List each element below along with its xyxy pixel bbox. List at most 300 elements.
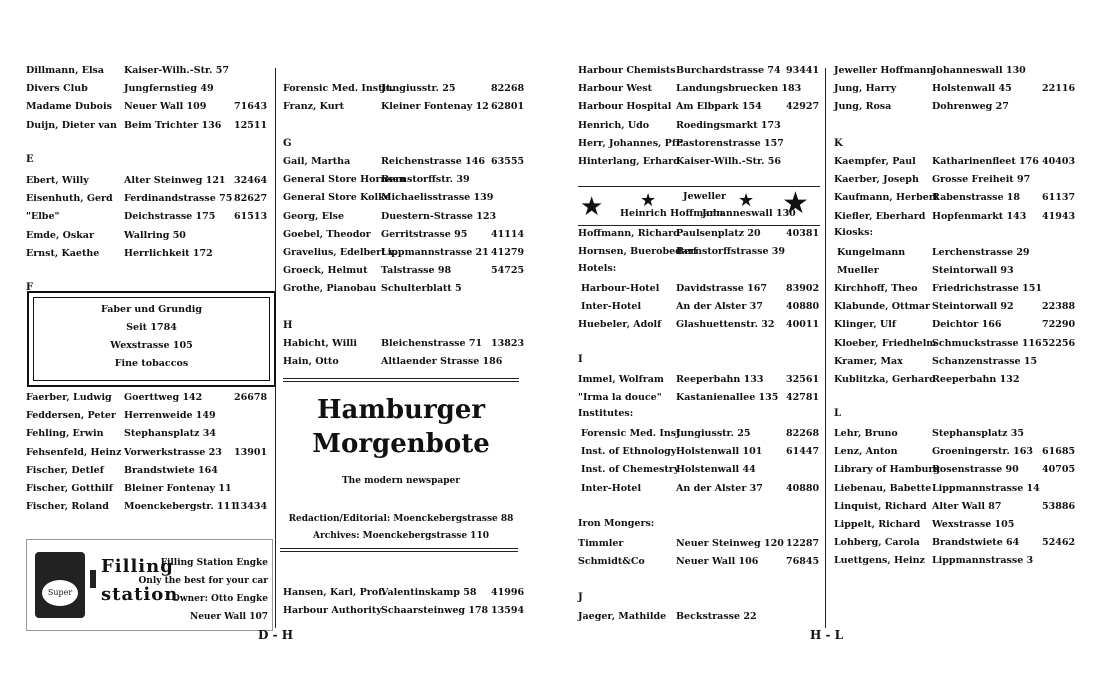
entry-address: Schaarsteinweg 178 (381, 605, 489, 617)
directory-entry (283, 82, 523, 96)
entry-name: Kaempfer, Paul (834, 156, 916, 167)
ad-headline: Filling (101, 556, 174, 577)
entry-phone: 12287 (786, 538, 820, 549)
ad-line: Wexstrasse 105 (110, 340, 193, 351)
directory-entry (834, 155, 1074, 169)
directory-entry (578, 100, 818, 114)
entry-name: Timmler (578, 538, 624, 549)
entry-phone: 93441 (786, 65, 820, 76)
entry-name: Mueller (837, 265, 879, 277)
entry-name: Kirchhoff, Theo (834, 283, 918, 294)
directory-entry (834, 318, 1074, 332)
directory-entry (283, 604, 523, 618)
directory-entry (834, 210, 1074, 224)
entry-phone: 82268 (491, 83, 525, 94)
entry-name: Liebenau, Babette (834, 482, 932, 494)
directory-entry (578, 64, 818, 78)
entry-name: Kungelmann (837, 247, 906, 258)
entry-name: Hornsen, Buerobedarf (578, 246, 698, 258)
directory-entry (26, 446, 266, 460)
directory-entry (834, 337, 1074, 351)
entry-name: Klinger, Ulf (834, 319, 896, 331)
directory-entry (578, 282, 818, 296)
entry-name: Klabunde, Ottmar (834, 301, 931, 313)
directory-entry (26, 464, 266, 478)
entry-phone: 53886 (1042, 500, 1076, 512)
letter-heading-i: I (578, 354, 583, 365)
entry-phone: 62801 (491, 101, 525, 113)
entry-address: Johanneswall 130 (932, 65, 1026, 76)
directory-entry (26, 500, 266, 514)
directory-entry (578, 82, 818, 96)
entry-address: Grosse Freiheit 97 (932, 174, 1031, 186)
entry-phone: 40880 (786, 301, 820, 313)
entry-address: Michaelisstrasse 139 (381, 192, 494, 204)
entry-address: Glashuettenstr. 32 (676, 319, 775, 330)
entry-address: Moenckebergstr. 111 (124, 501, 237, 513)
entry-name: Goebel, Theodor (283, 228, 371, 240)
ad-line: Only the best for your car (138, 576, 268, 586)
category-label: Institutes: (578, 408, 634, 419)
directory-entry (834, 264, 1074, 278)
ad-line: Seit 1784 (126, 322, 177, 333)
directory-entry (26, 119, 266, 133)
entry-name: Luettgens, Heinz (834, 555, 925, 567)
entry-name: Groeck, Helmut (283, 265, 368, 277)
ad-line: Jeweller (683, 191, 727, 202)
entry-name: Gail, Martha (283, 156, 351, 167)
entry-name: Madame Dubois (26, 101, 112, 113)
entry-name: Jeweller Hoffmann (834, 65, 934, 76)
entry-name: Inter-Hotel (581, 301, 642, 313)
entry-address: Holstenwall 45 (932, 83, 1012, 95)
entry-address: Roedingsmarkt 173 (676, 119, 781, 131)
directory-entry (834, 500, 1074, 514)
entry-address: Duestern-Strasse 123 (381, 210, 497, 222)
fuel-pump-icon (35, 552, 85, 618)
entry-address: An der Alster 37 (676, 301, 763, 313)
entry-name: Feddersen, Peter (26, 410, 116, 422)
ad-line: Owner: Otto Engke (171, 594, 268, 604)
entry-address: Lippmannstrasse 14 (932, 482, 1040, 494)
entry-phone: 76845 (786, 556, 820, 568)
entry-name: Eisenhuth, Gerd (26, 193, 113, 205)
directory-entry (578, 137, 818, 151)
ad-line: Faber und Grundig (101, 304, 202, 315)
entry-name: Hain, Otto (283, 356, 339, 368)
entry-address: Beckstrasse 22 (676, 611, 757, 622)
ad-headline: station (101, 584, 179, 605)
entry-address: Brandstwiete 64 (932, 537, 1020, 549)
entry-name: Lenz, Anton (834, 446, 898, 458)
entry-address: Stephansplatz 34 (124, 428, 216, 440)
directory-entry (578, 537, 818, 551)
entry-address: Rosenstrasse 90 (932, 464, 1019, 476)
entry-name: Habicht, Willi (283, 338, 358, 349)
entry-phone: 41996 (491, 587, 525, 598)
directory-entry (26, 82, 266, 96)
letter-heading-e: E (26, 154, 34, 165)
directory-entry (834, 300, 1074, 314)
directory-entry (578, 245, 818, 259)
entry-name: Kublitzka, Gerhard (834, 374, 936, 385)
entry-address: Bernstorffstr. 39 (381, 174, 470, 186)
entry-phone: 82627 (234, 193, 268, 205)
newspaper-title: Morgenbote (312, 429, 490, 459)
directory-entry (283, 337, 523, 351)
entry-name: Hansen, Karl, Prof. (283, 587, 386, 598)
entry-name: Linquist, Richard (834, 500, 927, 512)
entry-name: Inst. of Ethnology (581, 446, 677, 458)
entry-address: Deichstrasse 175 (124, 211, 216, 223)
directory-entry (283, 155, 523, 169)
directory-entry (283, 228, 523, 242)
entry-name: Lippelt, Richard (834, 519, 921, 530)
entry-phone: 13823 (491, 338, 525, 349)
letter-heading-f: F (26, 282, 34, 293)
entry-address: Reeperbahn 133 (676, 374, 764, 385)
entry-address: Alter Steinweg 121 (124, 175, 226, 186)
directory-entry (578, 391, 818, 405)
entry-name: Hinterlang, Erhard (578, 156, 680, 167)
entry-phone: 32464 (234, 175, 268, 186)
ad-line: Johanneswall 130 (702, 208, 796, 219)
directory-entry (834, 482, 1074, 496)
directory-entry (834, 427, 1074, 441)
directory-entry (834, 355, 1074, 369)
entry-name: Emde, Oskar (26, 229, 94, 241)
star-icon: ★ (640, 190, 657, 211)
entry-address: Bleichenstrasse 71 (381, 338, 483, 349)
entry-phone: 61685 (1042, 446, 1076, 458)
entry-name: Kramer, Max (834, 355, 903, 367)
entry-phone: 41279 (491, 247, 525, 258)
jeweller-advertisement (578, 186, 820, 226)
entry-address: Neuer Wall 106 (676, 556, 759, 568)
entry-name: Herr, Johannes, Pfr. (578, 137, 684, 149)
entry-name: Harbour Hospital (578, 101, 672, 113)
entry-name: Fehsenfeld, Heinz (26, 446, 122, 458)
entry-address: Pastorenstrasse 157 (676, 137, 784, 149)
entry-name: Grothe, Pianobau (283, 283, 377, 295)
directory-entry (283, 173, 523, 187)
entry-name: Harbour West (578, 83, 653, 95)
entry-phone: 61447 (786, 446, 820, 458)
directory-entry (578, 427, 818, 441)
directory-entry (26, 100, 266, 114)
entry-name: Kaerber, Joseph (834, 174, 919, 186)
pump-badge: Super (42, 580, 78, 606)
ad-line: Neuer Wall 107 (189, 612, 268, 622)
directory-entry (834, 463, 1074, 477)
directory-entry (834, 282, 1074, 296)
entry-phone: 40880 (786, 482, 820, 494)
entry-address: Davidstrasse 167 (676, 283, 767, 294)
entry-name: Faerber, Ludwig (26, 392, 112, 403)
entry-address: Schanzenstrasse 15 (932, 355, 1038, 367)
directory-entry (26, 427, 266, 441)
directory-entry (26, 210, 266, 224)
entry-address: Herrenweide 149 (124, 410, 216, 422)
directory-entry (834, 373, 1074, 387)
entry-phone: 41943 (1042, 210, 1076, 222)
divider-line (280, 548, 518, 549)
letter-heading-l: L (834, 408, 842, 419)
entry-address: Schulterblatt 5 (381, 283, 462, 295)
entry-address: Landungsbruecken 183 (676, 83, 802, 95)
entry-address: Paulsenplatz 20 (676, 228, 761, 239)
divider-line (283, 381, 519, 382)
star-icon: ★ (580, 192, 604, 222)
entry-name: Huebeler, Adolf (578, 319, 662, 330)
entry-address: Dohrenweg 27 (932, 101, 1009, 113)
ad-line: Fine tobaccos (114, 358, 189, 369)
entry-phone: 13594 (491, 605, 525, 617)
entry-phone: 13434 (234, 501, 268, 513)
category-label: Kiosks: (834, 227, 873, 238)
entry-phone: 82268 (786, 428, 820, 439)
entry-address: Holstenwall 101 (676, 446, 763, 458)
entry-phone: 42781 (786, 392, 820, 404)
directory-entry (834, 82, 1074, 96)
entry-phone: 40011 (786, 319, 820, 330)
entry-phone: 61137 (1042, 192, 1076, 204)
entry-name: Hoffmann, Richard (578, 228, 680, 239)
entry-address: Gerritstrasse 95 (381, 228, 468, 240)
column-divider (825, 68, 826, 628)
directory-entry (578, 555, 818, 569)
divider-line (280, 551, 518, 552)
entry-address: Neuer Steinweg 120 (676, 538, 784, 549)
entry-name: Jung, Harry (834, 83, 897, 95)
entry-address: Stephansplatz 35 (932, 428, 1024, 439)
directory-entry (283, 210, 523, 224)
entry-address: Jungiusstr. 25 (676, 428, 751, 439)
entry-name: Georg, Else (283, 210, 344, 222)
directory-entry (26, 229, 266, 243)
directory-entry (578, 318, 818, 332)
entry-address: Kaiser-Wilh.-Str. 57 (124, 65, 229, 76)
entry-name: Fischer, Detlef (26, 464, 104, 476)
filling-station-advertisement (26, 539, 273, 631)
directory-entry (26, 409, 266, 423)
entry-phone: 83902 (786, 283, 820, 294)
directory-entry (834, 100, 1074, 114)
directory-entry (578, 227, 818, 241)
directory-entry (283, 246, 523, 260)
newspaper-editorial: Redaction/Editorial: Moenckebergstrasse 88 (288, 514, 514, 524)
entry-name: Lohberg, Carola (834, 537, 920, 549)
directory-entry (283, 282, 523, 296)
entry-phone: 41114 (491, 228, 525, 240)
entry-phone: 52462 (1042, 537, 1076, 549)
entry-phone: 52256 (1042, 337, 1076, 349)
entry-address: Neuer Wall 109 (124, 101, 207, 113)
entry-address: Kastanienallee 135 (676, 392, 779, 404)
entry-address: Goerttweg 142 (124, 392, 203, 403)
entry-name: Dillmann, Elsa (26, 65, 105, 76)
letter-heading-j: J (578, 592, 583, 603)
newspaper-subtitle: The modern newspaper (341, 476, 461, 486)
directory-entry (283, 264, 523, 278)
entry-phone: 72290 (1042, 319, 1076, 331)
entry-name: Jaeger, Mathilde (578, 611, 667, 622)
entry-name: Divers Club (26, 83, 88, 95)
entry-name: Kiefler, Eberhard (834, 210, 926, 222)
entry-name: Fehling, Erwin (26, 428, 104, 440)
entry-phone: 40381 (786, 228, 820, 239)
entry-name: Inter-Hotel (581, 482, 642, 494)
directory-entry (283, 355, 523, 369)
letter-heading-g: G (283, 138, 292, 149)
entry-name: Immel, Wolfram (578, 374, 664, 385)
directory-entry (578, 445, 818, 459)
entry-address: Schmuckstrasse 116 (932, 337, 1042, 349)
entry-address: Valentinskamp 58 (381, 587, 477, 598)
directory-entry (834, 191, 1074, 205)
entry-address: Reeperbahn 132 (932, 374, 1020, 385)
entry-phone: 12511 (234, 119, 268, 131)
entry-name: Schmidt&Co (578, 556, 645, 568)
entry-address: Altlaender Strasse 186 (381, 356, 503, 368)
entry-address: Herrlichkeit 172 (124, 247, 213, 259)
entry-name: Harbour-Hotel (581, 283, 660, 294)
category-label: Iron Mongers: (578, 518, 655, 529)
entry-address: Reichenstrasse 146 (381, 156, 485, 167)
directory-entry (834, 554, 1074, 568)
entry-name: Library of Hamburg (834, 464, 941, 476)
directory-entry (834, 536, 1074, 550)
entry-phone: 22388 (1042, 301, 1076, 313)
directory-entry (834, 173, 1074, 187)
directory-entry (834, 518, 1074, 532)
entry-address: Lippmannstrasse 21 (381, 247, 489, 258)
entry-address: Steintorwall 92 (932, 301, 1014, 313)
entry-address: Talstrasse 98 (381, 265, 452, 277)
entry-address: Hopfenmarkt 143 (932, 210, 1027, 222)
directory-entry (834, 64, 1074, 78)
entry-address: An der Alster 37 (676, 482, 763, 494)
directory-entry (283, 191, 523, 205)
directory-entry (26, 192, 266, 206)
entry-phone: 71643 (234, 101, 268, 113)
star-icon: ★ (738, 190, 755, 211)
entry-name: Gravelius, Edelbert v. (283, 247, 397, 258)
entry-address: Lerchenstrasse 29 (932, 247, 1030, 258)
entry-phone: 26678 (234, 392, 268, 403)
entry-address: Bernstorffstrasse 39 (676, 246, 786, 258)
directory-entry (26, 174, 266, 188)
directory-entry (283, 100, 523, 114)
entry-address: Am Elbpark 154 (676, 101, 762, 113)
entry-name: Lehr, Bruno (834, 428, 898, 439)
entry-phone: 40403 (1042, 156, 1076, 167)
entry-phone: 63555 (491, 156, 525, 167)
entry-name: Fischer, Roland (26, 501, 109, 513)
directory-entry (578, 300, 818, 314)
letter-heading-h: H (283, 320, 293, 331)
entry-address: Kleiner Fontenay 12 (381, 101, 489, 113)
entry-address: Burchardstrasse 74 (676, 65, 781, 76)
pump-hose-icon (90, 570, 96, 588)
entry-address: Deichtor 166 (932, 319, 1002, 331)
entry-name: "Elbe" (26, 211, 60, 223)
newspaper-title: Hamburger (316, 395, 486, 425)
entry-name: Ebert, Willy (26, 175, 89, 186)
entry-address: Lippmannstrasse 3 (932, 555, 1034, 567)
entry-name: Kaufmann, Herbert (834, 192, 939, 204)
directory-entry (834, 445, 1074, 459)
entry-name: Ernst, Kaethe (26, 247, 100, 259)
directory-entry (578, 119, 818, 133)
entry-phone: 61513 (234, 211, 268, 223)
entry-name: Forensic Med. Instit. (283, 83, 394, 94)
entry-phone: 13901 (234, 446, 268, 458)
entry-address: Brandstwiete 164 (124, 464, 218, 476)
entry-address: Vorwerkstrasse 23 (124, 446, 222, 458)
entry-name: General Store Kolke (283, 192, 391, 204)
directory-entry (578, 482, 818, 496)
entry-name: Harbour Chemists (578, 65, 676, 76)
entry-address: Wallring 50 (124, 229, 186, 241)
directory-entry (834, 246, 1074, 260)
directory-entry (578, 463, 818, 477)
entry-name: "Irma la douce" (578, 392, 662, 404)
entry-phone: 22116 (1042, 83, 1076, 95)
entry-name: Kloeber, Friedhelm (834, 337, 937, 349)
letter-heading-k: K (834, 138, 843, 149)
entry-address: Rabenstrasse 18 (932, 192, 1021, 204)
entry-address: Jungfernstieg 49 (124, 83, 214, 95)
directory-entry (578, 373, 818, 387)
entry-phone: 40705 (1042, 464, 1076, 476)
entry-name: Fischer, Gotthilf (26, 483, 113, 494)
entry-phone: 32561 (786, 374, 820, 385)
entry-address: Katharinenfleet 176 (932, 156, 1039, 167)
ad-line: Filling Station Engke (160, 558, 268, 568)
directory-entry (26, 247, 266, 261)
entry-name: Forensic Med. Inst. (581, 428, 684, 439)
entry-name: Henrich, Udo (578, 119, 650, 131)
entry-address: Beim Trichter 136 (124, 119, 222, 131)
entry-address: Alter Wall 87 (932, 500, 1002, 512)
entry-address: Jungiusstr. 25 (381, 83, 456, 94)
entry-address: Kaiser-Wilh.-Str. 56 (676, 156, 781, 167)
entry-name: Inst. of Chemestry (581, 464, 680, 476)
entry-address: Groeningerstr. 163 (932, 446, 1033, 458)
entry-address: Steintorwall 93 (932, 265, 1014, 277)
category-label: Hotels: (578, 263, 617, 274)
entry-name: Franz, Kurt (283, 101, 345, 113)
newspaper-archives: Archives: Moenckebergstrasse 110 (313, 531, 489, 541)
entry-address: Bleiner Fontenay 11 (124, 483, 232, 494)
entry-address: Friedrichstrasse 151 (932, 283, 1042, 294)
entry-phone: 54725 (491, 265, 525, 277)
entry-address: Wexstrasse 105 (932, 519, 1015, 530)
entry-name: Harbour Authority (283, 605, 382, 617)
divider-line (283, 378, 519, 379)
entry-name: Duijn, Dieter van (26, 119, 117, 131)
directory-entry (283, 586, 523, 600)
entry-address: Holstenwall 44 (676, 464, 756, 476)
entry-phone: 42927 (786, 101, 820, 113)
entry-name: Jung, Rosa (834, 101, 892, 113)
directory-entry (26, 391, 266, 405)
entry-name: General Store Hornsen (283, 174, 406, 186)
entry-address: Ferdinandstrasse 75 (124, 193, 233, 205)
directory-entry (26, 482, 266, 496)
directory-entry (578, 155, 818, 169)
